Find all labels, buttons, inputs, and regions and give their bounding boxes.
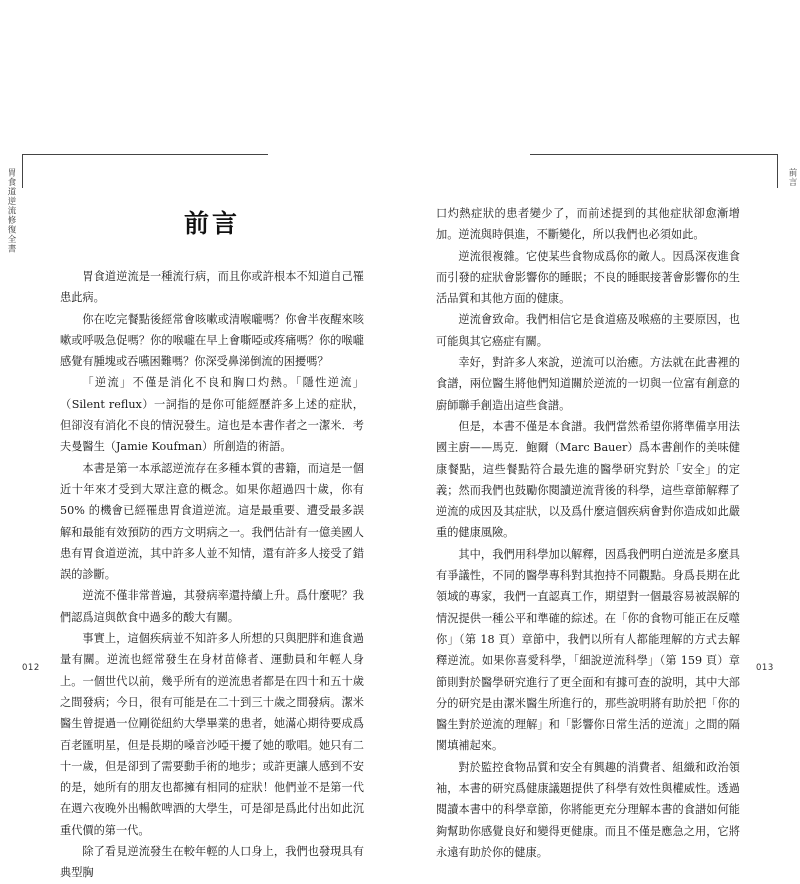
paragraph: 其中，我們用科學加以解釋，因爲我們明白逆流是多麼具有爭議性，不同的醫學專科對其抱持不同觀點。身爲長期在此領域的專家，我們一直認真工作，期望對一個最容易被誤解的情況提供一種公平和準確的綜述。在「你的食物可能正在反噬你」（第 18 頁）章節中，我們以所有人都能理解的方式去解釋逆流。如果你喜愛科學，「細說逆流科學」（第 159 頁）章節則對於醫學研究進行了更全面和有據可查的說明，其中大部分的研究是由潔米醫生所進行的，那些說明將有助於把「你的醫生對於逆流的理解」和「影響你日常生活的逆流」之間的隔閡填補起來。	[436, 547, 740, 753]
paragraph: 幸好，對許多人來說，逆流可以治癒。方法就在此書裡的食譜，兩位醫生將他們知道關於逆流的一切與一位富有創意的廚師聯手創造出這些食譜。	[436, 356, 740, 412]
paragraph: 「逆流」不僅是消化不良和胸口灼熱。「隱性逆流」（Silent reflux）一詞指的是你可能經歷許多上述的症狀，但卻沒有消化不良的情況發生。這也是本書作者之一潔米．考夫曼醫生（Jamie Koufman）所創造的術語。	[60, 376, 364, 454]
paragraph: 逆流很複雜。它使某些食物成爲你的敵人。因爲深夜進食而引發的症狀會影響你的睡眠；不良的睡眠接著會影響你的生活品質和其他方面的健康。	[436, 249, 740, 306]
page-number-right: 013	[756, 663, 774, 673]
right-page-body	[436, 203, 740, 863]
running-head-book-title: 胃食道逆流修復全書	[6, 168, 16, 254]
header-rule-right	[530, 154, 778, 155]
chapter-title: 前言	[183, 209, 240, 238]
page-number-left: 012	[22, 663, 40, 673]
paragraph: 胃食道逆流是一種流行病，而且你或許根本不知道自己罹患此病。	[60, 270, 364, 305]
paragraph: 除了看見逆流發生在較年輕的人口身上，我們也發現具有典型胸	[60, 845, 364, 880]
header-rule-left-tick	[22, 154, 23, 188]
paragraph: 逆流會致命。我們相信它是食道癌及喉癌的主要原因，也可能與其它癌症有關。	[436, 313, 740, 348]
paragraph: 本書是第一本承認逆流存在多種本質的書籍，而這是一個近十年來才受到大眾注意的概念。如果你超過四十歲，你有 50% 的機會已經罹患胃食道逆流。這是最重要、遭受最多誤解和最能有效預防的西方文明病之一。我們估計有一億美國人患有胃食道逆流，其中許多人並不知情，還有許多人接受了錯誤的診斷。	[60, 461, 364, 582]
paragraph: 事實上，這個疾病並不知許多人所想的只與肥胖和進食過量有關。逆流也經常發生在身材苗條者、運動員和年輕人身上。一個世代以前，幾乎所有的逆流患者都是在四十和五十歲之間發病；今日，很有可能是在二十到三十歲之間發病。潔米醫生曾提過一位剛從紐約大學畢業的患者，她滿心期待要成爲百老匯明星，但是長期的嗓音沙啞干擾了她的歌唱。她只有二十一歲，但是卻到了需要動手術的地步；或許更讓人感到不安的是，她所有的朋友也都擁有相同的症狀！他們並不是第一代在週六夜晚外出暢飲啤酒的大學生，可是卻是爲此付出如此沉重代價的第一代。	[60, 632, 364, 837]
header-rule-right-tick	[777, 154, 778, 188]
paragraph: 但是，本書不僅是本食譜。我們當然希望你將準備享用法國主廚——馬克．鮑爾（Marc Bauer）爲本書創作的美味健康餐點，這些餐點符合最先進的醫學研究對於「安全」的定義；然而我們也鼓勵你閱讀逆流背後的科學，這些章節解釋了逆流的成因及其症狀，以及爲什麼這個疾病會對你造成如此嚴重的健康風險。	[436, 419, 740, 540]
paragraph-continued: 口灼熱症狀的患者變少了，而前述提到的其他症狀卻愈漸增加。逆流與時俱進，不斷變化，所以我們也必須如此。	[436, 207, 740, 242]
paragraph: 你在吃完餐點後經常會咳嗽或清喉嚨嗎？你會半夜醒來咳嗽或呼吸急促嗎？你的喉嚨在早上會嘶啞或疼痛嗎？你的喉嚨感覺有腫塊或吞嚥困難嗎？你深受鼻涕倒流的困擾嗎？	[60, 312, 364, 369]
header-rule-left	[22, 154, 268, 155]
left-page-body	[60, 266, 364, 884]
running-head-chapter: 前言	[787, 168, 797, 187]
paragraph: 對於監控食物品質和安全有興趣的消費者、組織和政治領袖，本書的研究爲健康議題提供了科學有效性與權威性。透過閱讀本書中的科學章節，你將能更充分理解本書的食譜如何能夠幫助你感覺良好和變得更健康。而且不僅是應急之用，它將永遠有助於你的健康。	[436, 760, 740, 859]
paragraph: 逆流不僅非常普遍，其發病率還持續上升。爲什麼呢？我們認爲這與飲食中過多的酸大有關。	[60, 589, 364, 624]
